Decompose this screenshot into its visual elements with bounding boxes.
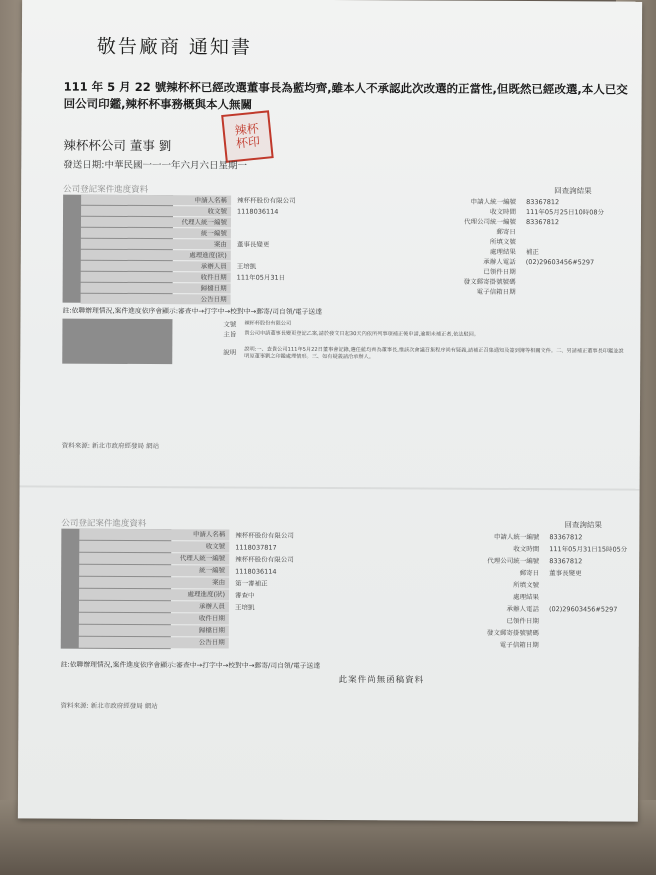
record1-detail-label: 說明 (223, 348, 237, 357)
record1-right-value (526, 237, 604, 247)
record1-right-value: (02)29603456#5297 (525, 258, 595, 267)
record1-right-value: 83367812 (525, 218, 560, 227)
record1-right-value: 111年05月25日10時08分 (526, 208, 605, 217)
record2-right-values (549, 531, 628, 651)
notice-body: 111 年 5 月 22 號辣杯杯已經改選董事長為藍均齊,雖本人不承認此次改選的正當性,但既然已經改選,本人已交回公司印鑑,辣杯杯事務概與本人無關 (63, 79, 628, 112)
record2-label: 處理進度(狀) (79, 589, 229, 601)
record1-right-label: 所填文號 (489, 237, 516, 246)
record2-right-value: 董事長變更 (549, 569, 582, 578)
record2-right-value (549, 639, 627, 651)
record2-value: 1118036114 (235, 567, 277, 576)
record1-right-value (526, 287, 604, 297)
record1-right-label: 電子信箱日期 (476, 287, 516, 296)
record1-right-value (526, 227, 604, 237)
record1-right-value: 補正 (525, 248, 539, 257)
record2-value: 辣杯杯股份有限公司 (235, 531, 294, 540)
record1-value: 辣杯杯股份有限公司 (237, 196, 296, 205)
record1-detail-label: 主旨 (223, 330, 237, 339)
record2-right-label: 郵寄日 (519, 568, 540, 578)
record1-value (237, 218, 296, 229)
record1-title: 公司登記案件進度資料 (63, 184, 149, 196)
record1-right-label: 申請人統一編號 (470, 197, 517, 206)
record1-detail-explain: 說明:一、查貴公司111年5月22日董事會記錄,選任藍均齊為董事長,惟該次會議召集程序尚有疑義,請補正召集通知及簽到簿等相關文件。二、另請補正董事長印鑑並說明原董事劉之印鑑處理情形。三、如有疑義請洽承辦人。 (244, 346, 624, 361)
signer-line: 辣杯杯公司 董事 劉 (63, 137, 172, 154)
record1-label: 申請人名稱 (81, 195, 231, 206)
record2-right-value (549, 579, 627, 591)
record1-right-label: 已領件日期 (483, 267, 516, 276)
record2-source: 資料來源: 新北市政府經發局 網站 (60, 701, 158, 711)
record1-value: 1118036114 (237, 207, 279, 216)
record1-label: 案由 (81, 239, 231, 250)
record1-value: 王培凱 (236, 262, 257, 271)
record2-right-value: (02)29603456#5297 (548, 605, 618, 614)
record2-label: 承辦人員 (79, 601, 229, 613)
record1-label: 歸檔日期 (81, 283, 231, 294)
record1-label: 統一編號 (81, 228, 231, 239)
send-date: 發送日期:中華民國一一一年六月六日星期一 (63, 159, 248, 172)
record2-right-label: 代理公司統一編號 (487, 556, 540, 566)
record2-value: 王培凱 (234, 603, 255, 612)
record1-right-label: 承辦人電話 (483, 257, 516, 266)
record1-value (237, 251, 296, 262)
paper-fold (20, 485, 640, 490)
record1-result-head: 回查詢結果 (554, 186, 592, 196)
record2-result-head: 回查詢結果 (564, 520, 602, 530)
record1-label: 收文號 (81, 206, 231, 217)
record1-detail-label: 文號 (223, 320, 237, 329)
notice-paper (18, 0, 642, 822)
record2-label: 案由 (79, 577, 229, 589)
record2-no-data: 此案件尚無函稿資料 (338, 675, 425, 686)
record2-values (235, 530, 294, 650)
record1-process-note: 註:依聯辦理情況,案件進度依序會顯示:審查中→打字中→校對中→郵寄/司自領/電子送達 (62, 306, 323, 316)
record1-label: 代理人統一編號 (81, 217, 231, 228)
record2-process-note: 註:依聯辦理情況,案件進度依序會顯示:審查中→打字中→校對中→郵寄/司自領/電子送達 (60, 660, 321, 670)
record1-right-labels (396, 196, 517, 297)
record2-right-label: 承辦人電話 (506, 604, 539, 614)
record1-right-label: 收文時間 (490, 207, 517, 216)
record1-detail-doc: 辣杯杯股份有限公司 (244, 320, 292, 327)
record2-right-value (549, 591, 627, 603)
record2-label: 統一編號 (79, 565, 229, 577)
record1-right-label: 郵寄日 (496, 227, 516, 236)
record1-right-value: 83367812 (526, 198, 560, 207)
record1-value: 111年05月31日 (236, 273, 286, 282)
record2-label: 公告日期 (79, 637, 229, 649)
record1-labels (81, 195, 232, 306)
record1-value (237, 284, 296, 295)
record2-right-labels (419, 530, 540, 651)
record2-label: 申請人名稱 (79, 529, 229, 541)
record1-right-values (526, 197, 605, 297)
record1-value (237, 229, 296, 240)
record2-label: 收文號 (79, 541, 229, 553)
record2-right-label: 處理結果 (513, 592, 540, 602)
record1-right-value (526, 277, 604, 287)
record1-right-value (526, 267, 604, 277)
record1-value: 董事長變更 (236, 240, 270, 249)
record2-title: 公司登記案件進度資料 (61, 518, 147, 530)
record2-label: 收件日期 (79, 613, 229, 625)
record2-right-value: 83367812 (549, 557, 583, 566)
record1-right-label: 發文郵寄掛號號碼 (463, 277, 516, 286)
record1-values (237, 196, 296, 306)
record1-detail-labels (180, 319, 236, 357)
record2-right-value: 83367812 (549, 533, 583, 542)
red-seal-stamp: 辣杯 杯印 (221, 110, 274, 163)
record2-right-label: 發文郵寄掛號號碼 (486, 628, 539, 638)
record2-right-label: 申請人統一編號 (493, 532, 540, 542)
record2-label: 歸檔日期 (79, 625, 229, 637)
record1-right-label: 處理結果 (489, 247, 516, 256)
record1-value (237, 295, 296, 306)
record2-right-value (549, 627, 627, 639)
record1-source: 資料來源: 新北市政府經發局 網站 (61, 441, 160, 451)
notice-title: 敬告廠商 通知書 (96, 35, 253, 59)
record2-value (235, 614, 294, 626)
record2-right-value (549, 615, 627, 627)
record2-right-label: 電子信箱日期 (499, 640, 539, 650)
record1-detail-subject: 貴公司申請董事長變更登記乙案,請於發文日起30天內依所列事項補正後申請,逾期未補正者,依法駁回。 (244, 330, 480, 338)
record2-value (235, 638, 294, 650)
record2-value: 辣杯杯股份有限公司 (235, 555, 294, 564)
record2-right-value: 111年05月31日15時05分 (549, 545, 628, 554)
record2-value: 審查中 (235, 591, 255, 600)
record1-detail-redaction (62, 319, 172, 365)
record2-labels (79, 529, 230, 650)
record1-right-label: 代理公司統一編號 (463, 217, 517, 226)
record2-value: 第一審補正 (235, 579, 268, 588)
record2-right-label: 所填文號 (513, 580, 540, 590)
record1-label: 承辦人員 (81, 261, 231, 272)
record1-label: 公告日期 (81, 294, 231, 305)
record1-label: 處理進度(狀) (81, 250, 231, 261)
record2-right-label: 收文時間 (513, 544, 540, 554)
record2-label: 代理人統一編號 (79, 553, 229, 565)
record2-value (235, 626, 294, 638)
record1-label: 收件日期 (81, 272, 231, 283)
record2-right-label: 已領件日期 (506, 616, 539, 626)
record2-value: 1118037817 (235, 543, 277, 552)
